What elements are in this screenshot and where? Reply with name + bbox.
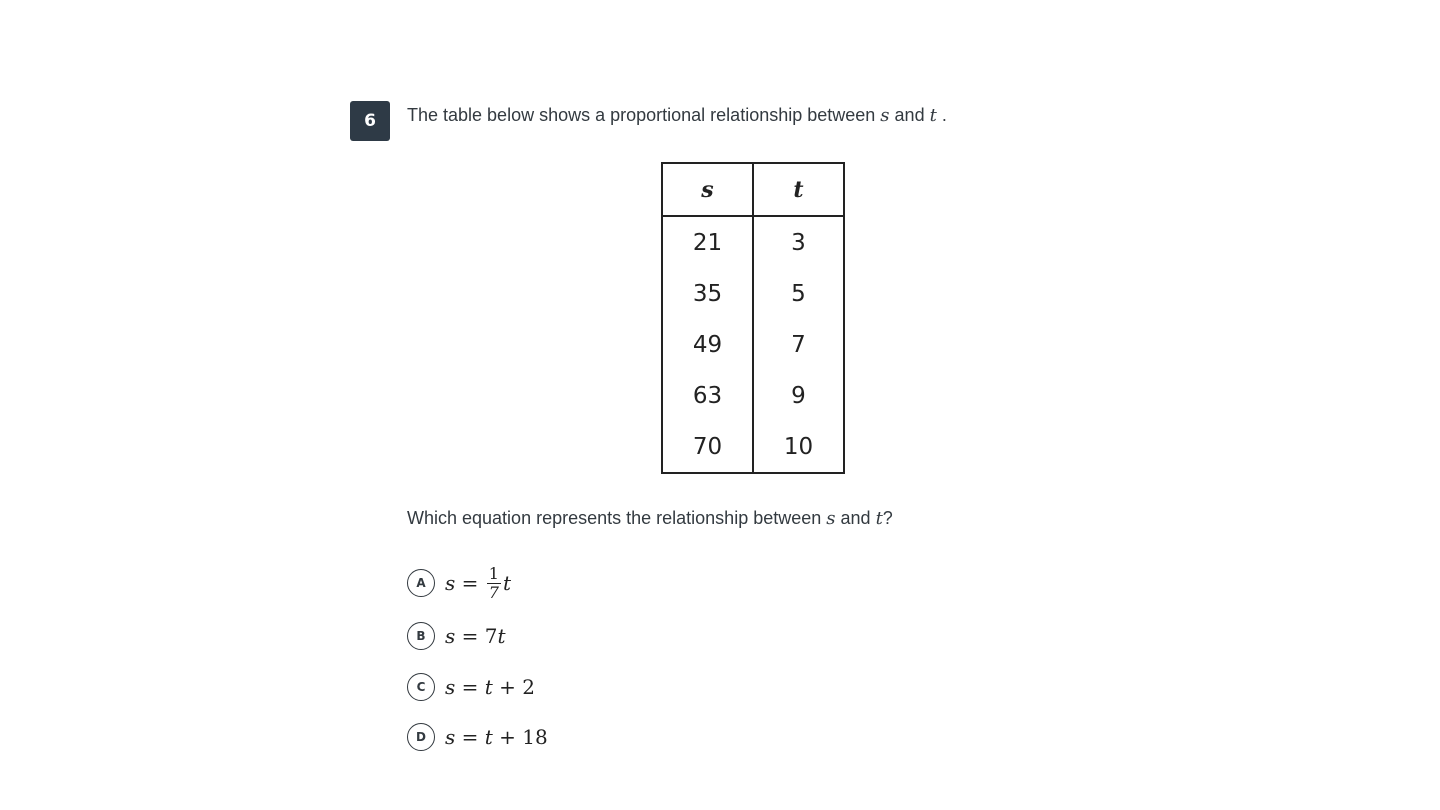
eq-sign: = [455, 571, 485, 595]
stem-var-t: t [929, 105, 937, 126]
table-row [662, 268, 844, 319]
eq-rhs-var: t [497, 624, 506, 648]
eq-coef: 7 [484, 624, 498, 648]
choice-d[interactable] [407, 722, 548, 752]
header-t: t [753, 163, 844, 216]
choice-c[interactable] [407, 672, 535, 702]
choice-c-equation [445, 675, 535, 699]
header-s: s [662, 163, 753, 216]
choice-a-bubble[interactable]: A [407, 569, 435, 597]
eq-lhs: s [445, 725, 456, 749]
prompt-var-s: s [826, 508, 836, 529]
fraction-denominator: 7 [488, 582, 499, 602]
eq-rhs-var: t [502, 571, 511, 595]
cell-t: 3 [753, 216, 844, 268]
choice-b-bubble[interactable]: B [407, 622, 435, 650]
eq-sign: = [455, 624, 485, 648]
prompt-text-before: Which equation represents the relationship between [407, 508, 827, 528]
eq-lhs: s [445, 675, 456, 699]
prompt-text-after: ? [882, 508, 893, 528]
prompt-text-mid: and [835, 508, 876, 528]
table-row [662, 319, 844, 370]
fraction [487, 565, 501, 602]
choice-a-equation [445, 565, 511, 602]
cell-s: 21 [662, 216, 753, 268]
table-header-row [662, 163, 844, 216]
cell-t: 5 [753, 268, 844, 319]
eq-sign: = [455, 725, 485, 749]
question-number-badge: 6 [350, 101, 390, 141]
proportion-table [661, 162, 845, 474]
cell-t: 9 [753, 370, 844, 421]
choice-b-equation [445, 624, 506, 648]
fraction-numerator: 1 [488, 563, 499, 583]
table-row [662, 216, 844, 268]
cell-t: 10 [753, 421, 844, 473]
choice-d-bubble[interactable]: D [407, 723, 435, 751]
choice-d-equation [445, 725, 548, 749]
cell-s: 63 [662, 370, 753, 421]
choice-b[interactable] [407, 621, 506, 651]
stem-text-after: . [936, 105, 947, 125]
table-row [662, 370, 844, 421]
eq-rest: + 2 [492, 675, 535, 699]
stem-text-before: The table below shows a proportional relationship between [407, 105, 881, 125]
cell-s: 70 [662, 421, 753, 473]
eq-rest: + 18 [492, 725, 548, 749]
choice-c-bubble[interactable]: C [407, 673, 435, 701]
question-prompt [407, 506, 893, 531]
cell-s: 35 [662, 268, 753, 319]
eq-rhs-var: t [484, 675, 493, 699]
stem-text-mid: and [889, 105, 930, 125]
question-stem [407, 103, 947, 128]
eq-lhs: s [445, 571, 456, 595]
eq-lhs: s [445, 624, 456, 648]
eq-sign: = [455, 675, 485, 699]
eq-rhs-var: t [484, 725, 493, 749]
table-row [662, 421, 844, 473]
cell-t: 7 [753, 319, 844, 370]
cell-s: 49 [662, 319, 753, 370]
prompt-var-t: t [875, 508, 883, 529]
choice-a[interactable] [407, 563, 511, 602]
stem-var-s: s [880, 105, 890, 126]
